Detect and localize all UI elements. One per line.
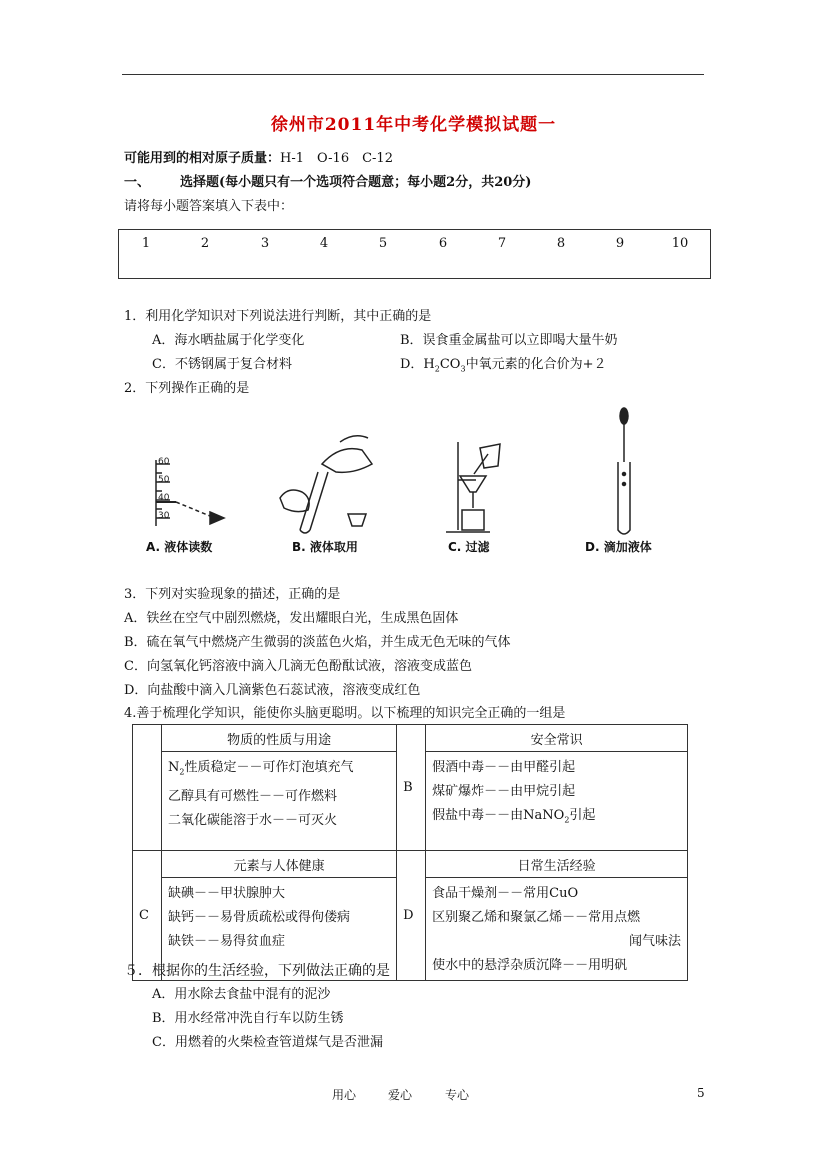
group-b-item: 煤矿爆炸－－由甲烷引起 [432, 784, 576, 799]
answer-number: 1 [141, 236, 151, 251]
footer-word: 用心 [332, 1088, 357, 1102]
header-rule [122, 74, 704, 75]
group-b-item-text: 假盐中毒－－由NaNO [432, 808, 565, 823]
group-b-item-text: 引起 [569, 808, 596, 823]
group-a-item-text: 性质稳定－－可作灯泡填充气 [184, 760, 354, 775]
liquid-pouring-illustration [280, 436, 372, 533]
answer-number: 7 [497, 236, 507, 251]
answer-number: 5 [378, 236, 388, 251]
page-number: 5 [697, 1086, 705, 1100]
q5-option-c: C．用燃着的火柴检查管道煤气是否泄漏 [152, 1035, 383, 1050]
q3-option-b: B．硫在氧气中燃烧产生微弱的淡蓝色火焰，并生成无色无味的气体 [124, 635, 511, 650]
filtration-illustration [446, 442, 500, 532]
subscript: 3 [460, 364, 466, 374]
q1-stem: 1．利用化学知识对下列说法进行判断，其中正确的是 [124, 309, 432, 324]
instruction-text: 请将每小题答案填入下表中： [124, 199, 294, 214]
group-a-item [168, 756, 390, 785]
group-a-heading: 物质的性质与用途 [162, 725, 397, 752]
group-a-items [162, 752, 397, 851]
group-c-item: 缺钙－－易骨质疏松或得佝偻病 [168, 910, 351, 925]
q3-option-a: A．铁丝在空气中剧烈燃烧，发出耀眼白光，生成黑色固体 [124, 611, 459, 626]
q3-stem: 3．下列对实验现象的描述，正确的是 [124, 587, 341, 602]
dropper-illustration [618, 408, 630, 534]
q1-option-b: B．误食重金属盐可以立即喝大量牛奶 [400, 333, 618, 348]
figure-caption-d: D. 滴加液体 [585, 540, 652, 554]
group-a-item-text: N [168, 760, 180, 775]
section-number: 一、 [124, 175, 151, 190]
cylinder-tick-label: 60 [158, 457, 170, 467]
q3-option-d: D．向盐酸中滴入几滴紫色石蕊试液，溶液变成红色 [124, 683, 421, 698]
atomic-mass-label: 可能用到的相对原子质量： [124, 151, 281, 166]
answer-number: 2 [200, 236, 210, 251]
group-a-item: 乙醇具有可燃性－－可作燃料 [168, 788, 338, 804]
subscript: 2 [564, 815, 570, 825]
cylinder-tick-label: 40 [158, 493, 170, 503]
group-a-item: 二氧化碳能溶于水－－可灭火 [168, 812, 338, 828]
group-b-heading: 安全常识 [426, 725, 688, 752]
section-title: 选择题(每小题只有一个选项符合题意；每小题2分，共20分) [180, 175, 532, 190]
subscript: 2 [434, 364, 440, 374]
q5-stem: ５．根据你的生活经验，下列做法正确的是 [124, 963, 390, 979]
section-heading [124, 174, 531, 192]
answer-number: 9 [615, 236, 625, 251]
q1-option-d [400, 356, 606, 379]
figure-caption-a: A. 液体读数 [146, 540, 213, 554]
group-c-label: C [133, 851, 162, 981]
group-b-item [432, 804, 681, 833]
q1-option-c: C．不锈钢属于复合材料 [152, 357, 292, 372]
group-d-heading: 日常生活经验 [426, 851, 688, 878]
answer-number: 10 [671, 236, 689, 251]
answer-number: 3 [260, 236, 270, 251]
answer-number: 4 [319, 236, 329, 251]
atomic-mass-line [124, 150, 393, 168]
group-b-items [426, 752, 688, 851]
q4-stem: 4.善于梳理化学知识，能使你头脑更聪明。以下梳理的知识完全正确的一组是 [124, 706, 566, 721]
q1-option-d-text: D．H [400, 357, 435, 372]
cylinder-tick-label: 50 [158, 475, 170, 485]
group-a-label-cell [133, 725, 162, 851]
footer-word: 爱心 [388, 1088, 413, 1102]
group-b-label: B [397, 725, 426, 851]
page-title: 徐州市2011年中考化学模拟试题一 [270, 115, 557, 135]
subscript: 2 [179, 767, 185, 777]
q2-stem: 2．下列操作正确的是 [124, 381, 250, 396]
atomic-mass-values: H-1 O-16 C-12 [280, 151, 393, 166]
group-d-item: 使水中的悬浮杂质沉降－－用明矾 [432, 958, 628, 973]
group-c-item: 缺铁－－易得贫血症 [168, 934, 286, 949]
footer-word: 专心 [445, 1088, 470, 1102]
group-c-heading: 元素与人体健康 [162, 851, 397, 878]
group-d-label: D [397, 851, 426, 981]
group-d-item: 闻气味法 [628, 934, 681, 949]
q5-option-a: A．用水除去食盐中混有的泥沙 [152, 987, 331, 1002]
group-c-item: 缺碘－－甲状腺肿大 [168, 886, 286, 901]
group-d-item: 区别聚乙烯和聚氯乙烯－－常用点燃 [432, 910, 641, 925]
q5-option-b: B．用水经常冲洗自行车以防生锈 [152, 1011, 344, 1026]
q1-option-a: A．海水晒盐属于化学变化 [152, 333, 305, 348]
q1-option-d-text: CO [439, 357, 461, 372]
answer-number: 8 [556, 236, 566, 251]
group-b-item: 假酒中毒－－由甲醛引起 [432, 760, 576, 775]
figure-caption-b: B. 液体取用 [292, 540, 358, 554]
group-d-items [426, 878, 688, 981]
group-d-item: 食品干燥剂－－常用CuO [432, 886, 579, 901]
knowledge-table [132, 724, 688, 981]
cylinder-tick-label: 30 [158, 511, 170, 521]
answer-number: 6 [438, 236, 448, 251]
q1-option-d-text: 中氧元素的化合价为+２ [465, 357, 607, 372]
q3-option-c: C．向氢氧化钙溶液中滴入几滴无色酚酞试液，溶液变成蓝色 [124, 659, 472, 674]
figure-caption-c: C. 过滤 [448, 540, 490, 554]
